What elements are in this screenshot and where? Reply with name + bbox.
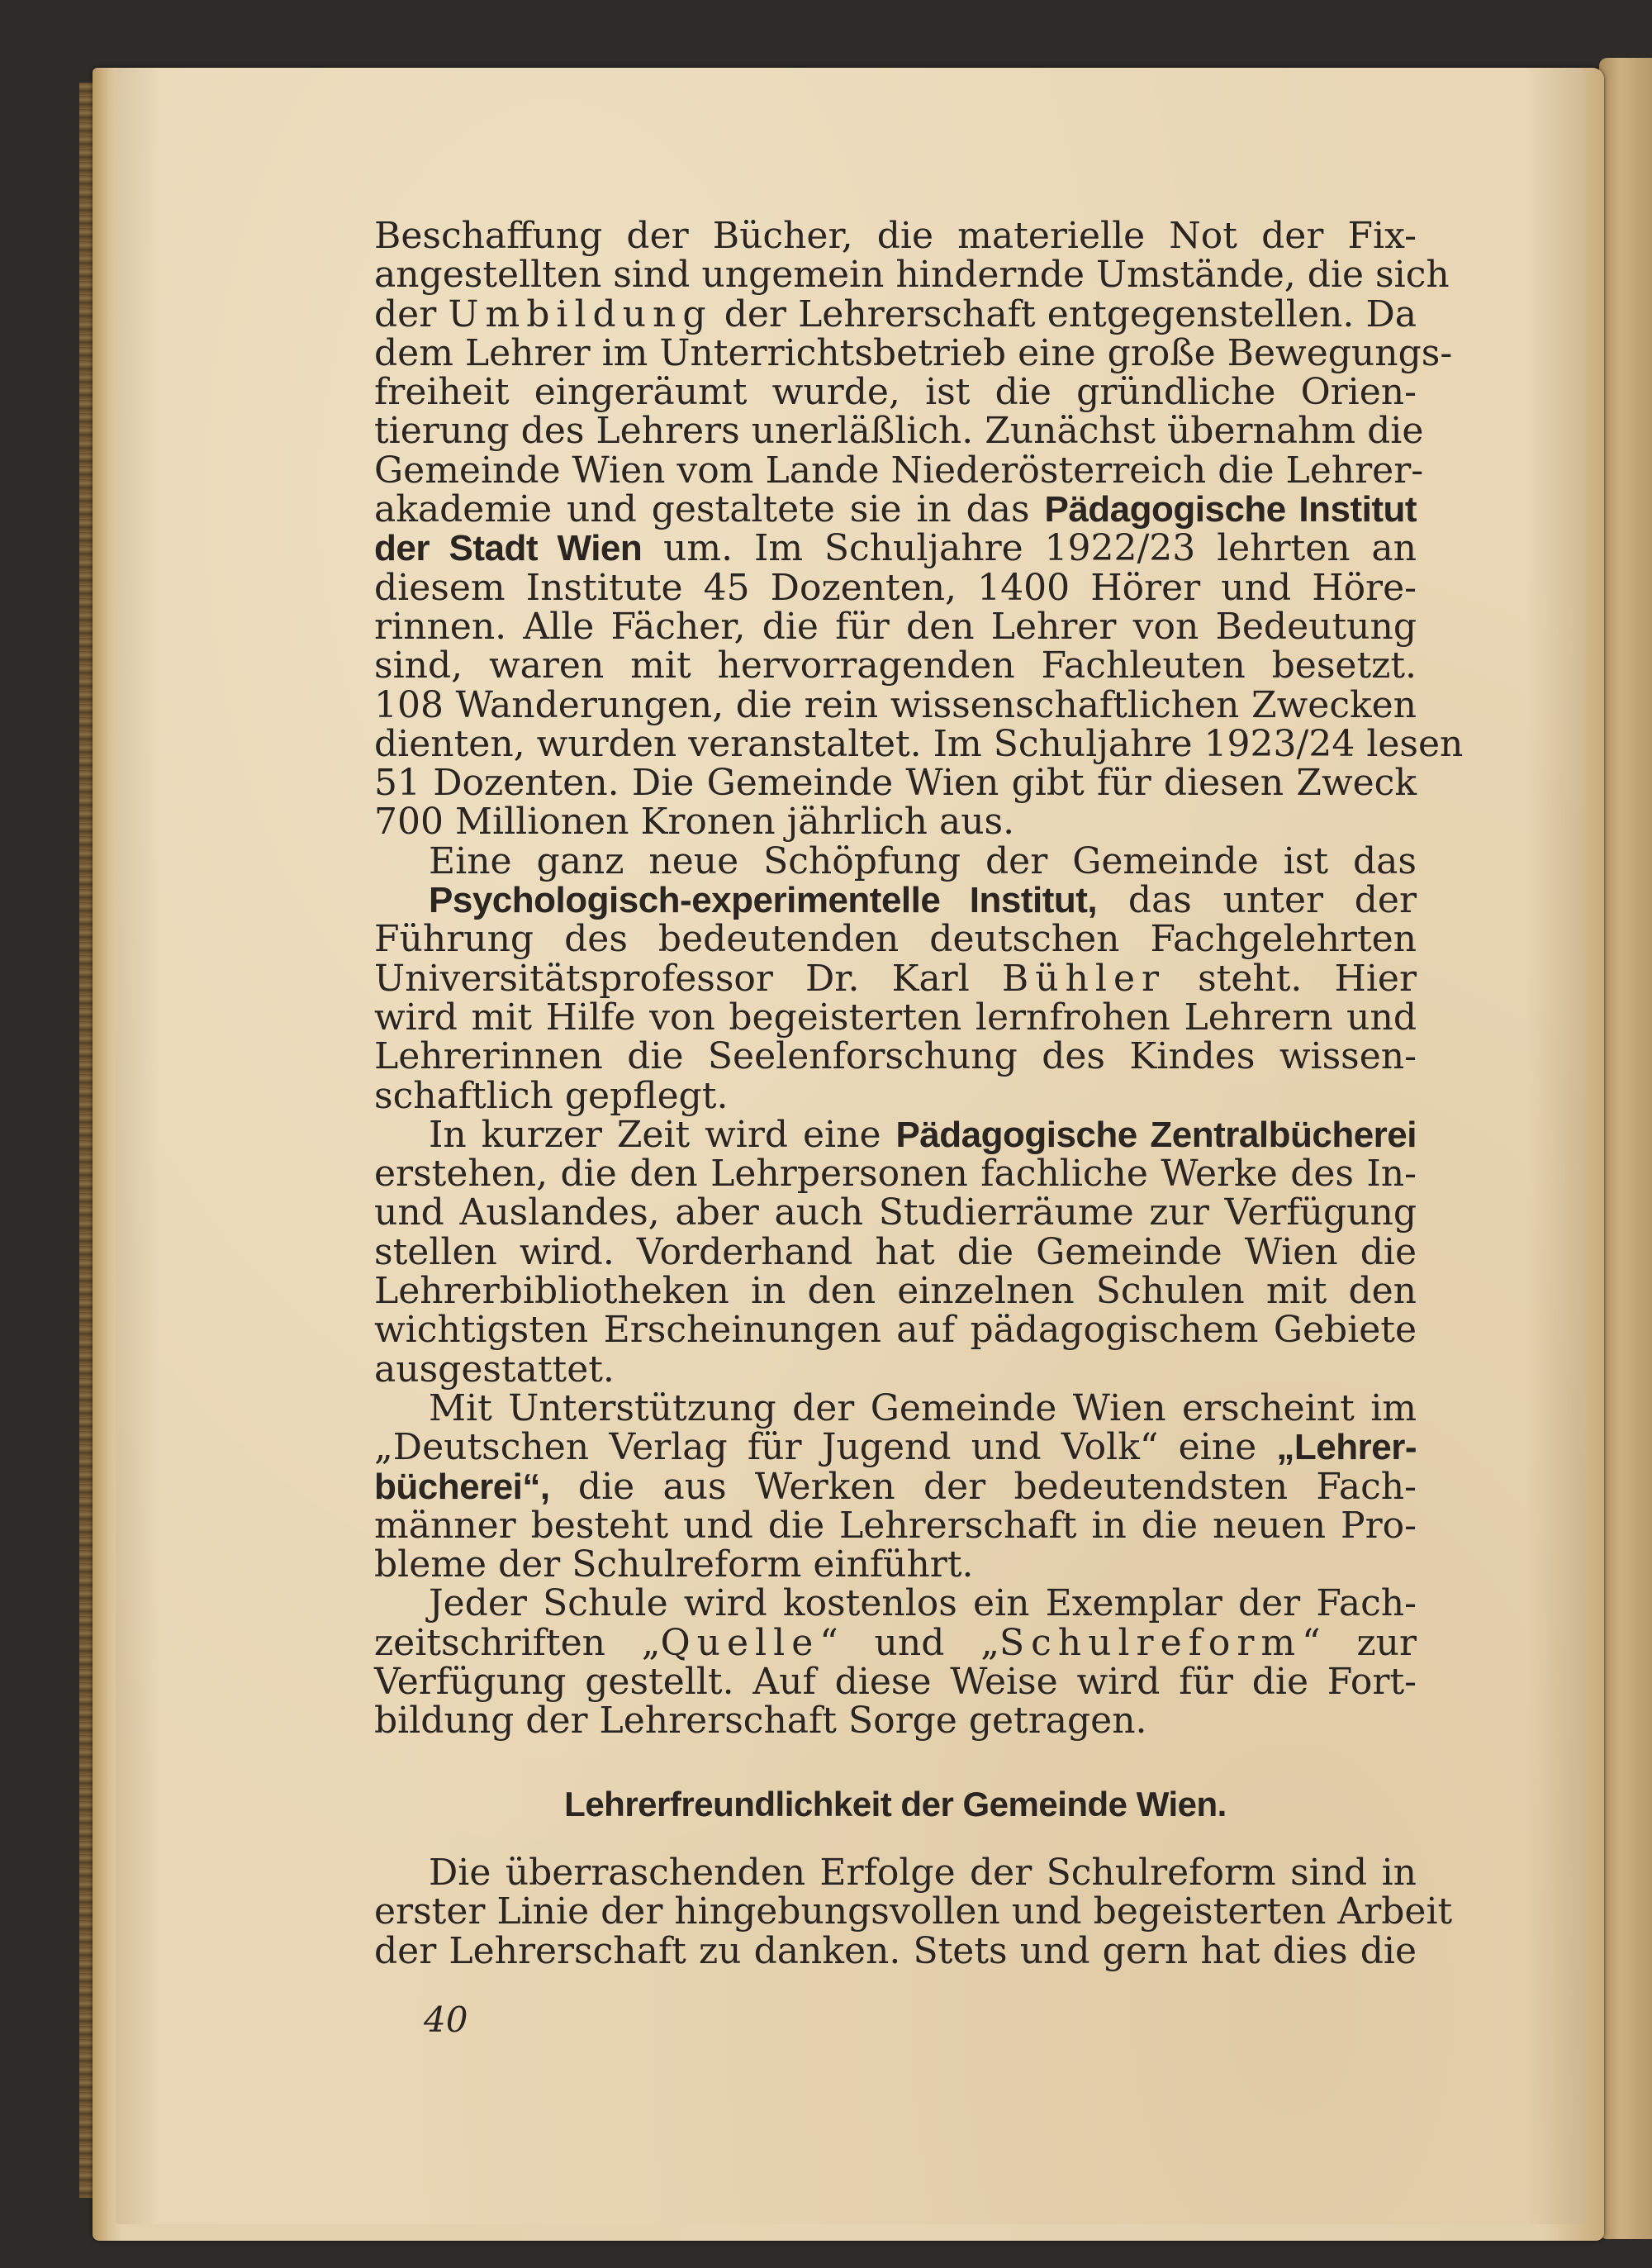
text-line: Verfügung gestellt. Auf diese Weise wird für die Fort- bbox=[374, 1660, 1417, 1703]
bold-term: der Stadt Wien bbox=[374, 528, 643, 569]
text-line: bildung der Lehrerschaft Sorge getragen. bbox=[374, 1700, 1147, 1743]
text-line: stellen wird. Vorderhand hat die Gemeinde Wien die bbox=[374, 1230, 1417, 1273]
text-span: “ und „ bbox=[819, 1621, 999, 1664]
text-span: der bbox=[374, 292, 449, 335]
text-line: freiheit eingeräumt wurde, ist die gründliche Orien- bbox=[374, 371, 1417, 414]
text-line: 108 Wanderungen, die rein wissenschaftlichen Zwecken bbox=[374, 683, 1417, 726]
paragraph-6 bbox=[374, 1852, 1453, 1972]
text-line: Lehrerinnen die Seelenforschung des Kindes wissen- bbox=[374, 1035, 1417, 1078]
text-span: zeitschriften „ bbox=[374, 1621, 661, 1664]
text-line: Beschaffung der Bücher, die materielle Not der Fix- bbox=[374, 215, 1417, 257]
text-line: Lehrerbibliotheken in den einzelnen Schulen mit den bbox=[374, 1270, 1417, 1313]
text-line bbox=[374, 529, 1417, 568]
text-line bbox=[374, 959, 1417, 998]
bold-term: Pädagogische Institut bbox=[1044, 489, 1417, 530]
text-line: dienten, wurden veranstaltet. Im Schuljahre 1923/24 lesen bbox=[374, 722, 1464, 765]
text-line: schaftlich gepflegt. bbox=[374, 1074, 729, 1117]
page-number: 40 bbox=[424, 1999, 468, 2040]
text-line bbox=[374, 292, 1417, 335]
bold-term: bücherei“, bbox=[374, 1466, 550, 1507]
body-text bbox=[374, 215, 1464, 1743]
text-line: wichtigsten Erscheinungen auf pädagogischem Gebiete bbox=[374, 1309, 1417, 1352]
text-span: Universitätsprofessor Dr. Karl bbox=[374, 957, 1002, 1000]
text-span: um. Im Schuljahre 1922/23 lehrten an bbox=[642, 527, 1417, 570]
text-line: diesem Institute 45 Dozenten, 1400 Hörer und Höre- bbox=[374, 566, 1417, 609]
text-line: männer besteht und die Lehrerschaft in die neuen Pro- bbox=[374, 1504, 1417, 1547]
text-line: erstehen, die den Lehrpersonen fachliche Werke des In- bbox=[374, 1153, 1417, 1196]
text-span: steht. Hier bbox=[1165, 957, 1417, 1000]
text-line: Führung des bedeutenden deutschen Fachgelehrten bbox=[374, 918, 1417, 961]
spaced-text: Quelle bbox=[660, 1621, 820, 1664]
text-line bbox=[374, 1428, 1417, 1467]
paragraph-5 bbox=[374, 1582, 1417, 1743]
text-line: tierung des Lehrers unerläßlich. Zunächst übernahm die bbox=[374, 410, 1424, 453]
text-line: und Auslandes, aber auch Studierräume zur Verfügung bbox=[374, 1191, 1417, 1234]
text-line: wird mit Hilfe von begeisterten lernfrohen Lehrern und bbox=[374, 996, 1417, 1039]
text-line: dem Lehrer im Unterrichtsbetrieb eine große Bewegungs- bbox=[374, 331, 1453, 374]
text-line bbox=[374, 1467, 1417, 1506]
text-line: erster Linie der hingebungsvollen und begeisterten Arbeit bbox=[374, 1890, 1453, 1933]
text-line: Jeder Schule wird kostenlos ein Exemplar der Fach- bbox=[429, 1582, 1417, 1625]
bold-term: Psychologisch-experimentelle Institut, bbox=[429, 880, 1098, 921]
spaced-text: Bühler bbox=[1001, 957, 1166, 1000]
text-line: sind, waren mit hervorragenden Fachleuten besetzt. bbox=[374, 644, 1417, 687]
text-line bbox=[374, 1621, 1417, 1664]
spaced-text: Schulreform bbox=[999, 1621, 1303, 1664]
text-span: das unter der bbox=[1097, 879, 1417, 922]
text-span: der Lehrerschaft entgegenstellen. Da bbox=[712, 292, 1417, 335]
text-line: angestellten sind ungemein hindernde Umstände, die sich bbox=[374, 254, 1450, 297]
text-line: rinnen. Alle Fächer, die für den Lehrer von Bedeutung bbox=[374, 605, 1417, 648]
section-heading: Lehrerfreundlichkeit der Gemeinde Wien. bbox=[564, 1785, 1227, 1823]
paragraph-2 bbox=[374, 839, 1417, 1117]
text-line: Die überraschenden Erfolge der Schulreform sind in bbox=[429, 1852, 1417, 1894]
text-line bbox=[374, 881, 1417, 920]
spaced-text: Umbildung bbox=[448, 292, 713, 335]
text-line: bleme der Schulreform einführt. bbox=[374, 1543, 974, 1586]
text-line: 700 Millionen Kronen jährlich aus. bbox=[374, 801, 1015, 844]
bold-term: „Lehrer- bbox=[1276, 1427, 1417, 1468]
text-line: der Lehrerschaft zu danken. Stets und gern hat dies die bbox=[374, 1929, 1417, 1972]
text-span: “ zur bbox=[1302, 1621, 1417, 1664]
text-span: die aus Werken der bedeutendsten Fach- bbox=[549, 1465, 1417, 1508]
paragraph-1 bbox=[374, 215, 1464, 844]
right-page-edge bbox=[1599, 58, 1652, 2239]
text-line bbox=[374, 1115, 1417, 1154]
text-span: „Deutschen Verlag für Jugend und Volk“ eine bbox=[374, 1426, 1277, 1469]
text-line bbox=[374, 490, 1417, 529]
paragraph-3 bbox=[374, 1115, 1417, 1389]
text-span: akademie und gestaltete sie in das bbox=[374, 488, 1045, 531]
text-line: ausgestattet. bbox=[374, 1348, 615, 1391]
text-line: Gemeinde Wien vom Lande Niederösterreich die Lehrer- bbox=[374, 449, 1424, 492]
text-line: Eine ganz neue Schöpfung der Gemeinde ist das bbox=[429, 839, 1417, 882]
paragraph-4 bbox=[374, 1386, 1417, 1586]
text-line: Mit Unterstützung der Gemeinde Wien erscheint im bbox=[429, 1386, 1417, 1429]
text-span: In kurzer Zeit wird eine bbox=[429, 1113, 896, 1156]
text-line: 51 Dozenten. Die Gemeinde Wien gibt für diesen Zweck bbox=[374, 762, 1417, 805]
bold-term: Pädagogische Zentralbücherei bbox=[895, 1114, 1417, 1155]
